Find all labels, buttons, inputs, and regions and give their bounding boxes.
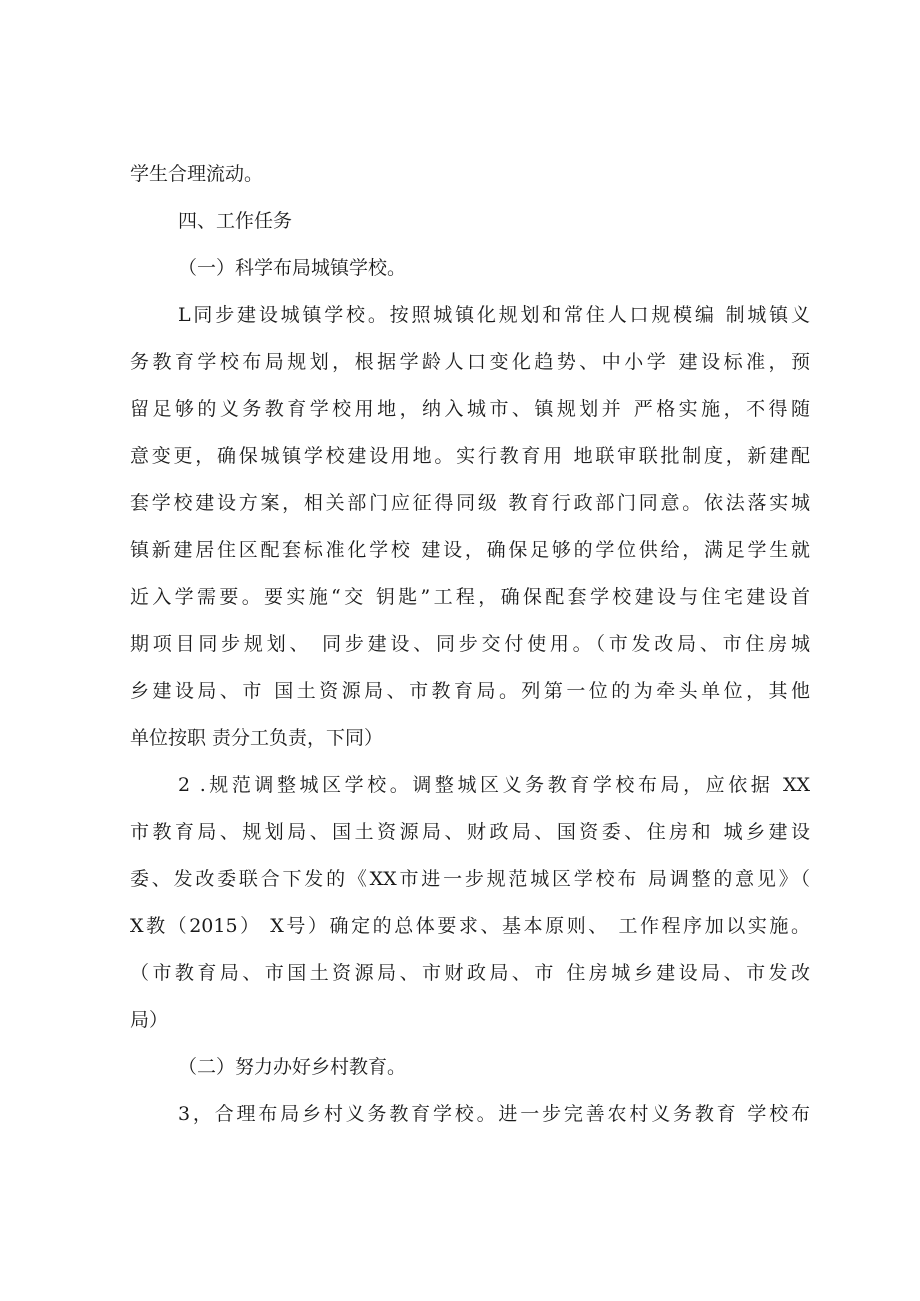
text-line: 近入学需要。要实施“交 钥匙”工程，确保配套学校建设与住宅建设首: [130, 586, 810, 608]
text-line: 3，合理布局乡村义务教育学校。进一步完善农村义务教育 学校布: [178, 1103, 810, 1125]
text-line: 学生合理流动。: [130, 163, 264, 185]
text-line: L同步建设城镇学校。按照城镇化规划和常住人口规模编 制城镇义: [178, 304, 810, 326]
text-line: 期项目同步规划、 同步建设、同步交付使用。（市发改局、市住房城: [130, 633, 810, 655]
document-body: [130, 156, 810, 1143]
section-heading: 四、工作任务: [178, 210, 293, 232]
text-line: X教（2015） X号）确定的总体要求、基本原则、 工作程序加以实施。: [130, 915, 810, 937]
subsection-heading: （二）努力办好乡村教育。: [178, 1056, 407, 1078]
text-line: 意变更，确保城镇学校建设用地。实行教育用 地联审联批制度，新建配: [130, 445, 810, 467]
text-line: 留足够的义务教育学校用地，纳入城市、镇规划并 严格实施，不得随: [130, 398, 810, 420]
text-line: 务教育学校布局规划，根据学龄人口变化趋势、中小学 建设标准，预: [130, 351, 810, 373]
text-line: 镇新建居住区配套标准化学校 建设，确保足够的学位供给，满足学生就: [130, 539, 810, 561]
text-line: （市教育局、市国土资源局、市财政局、市 住房城乡建设局、市发改: [130, 962, 810, 984]
text-line: 委、发改委联合下发的《XX市进一步规范城区学校布 局调整的意见》（: [130, 868, 810, 890]
subsection-heading: （一）科学布局城镇学校。: [178, 257, 407, 279]
text-line: 套学校建设方案，相关部门应征得同级 教育行政部门同意。依法落实城: [130, 492, 810, 514]
text-line: 市教育局、规划局、国土资源局、财政局、国资委、住房和 城乡建设: [130, 821, 810, 843]
text-line: 单位按职 责分工负责，下同）: [130, 727, 384, 749]
text-line: 局）: [130, 1009, 169, 1031]
text-line: 2 .规范调整城区学校。调整城区义务教育学校布局，应依据 XX: [178, 774, 810, 796]
text-line: 乡建设局、市 国土资源局、市教育局。列第一位的为牵头单位，其他: [130, 680, 810, 702]
